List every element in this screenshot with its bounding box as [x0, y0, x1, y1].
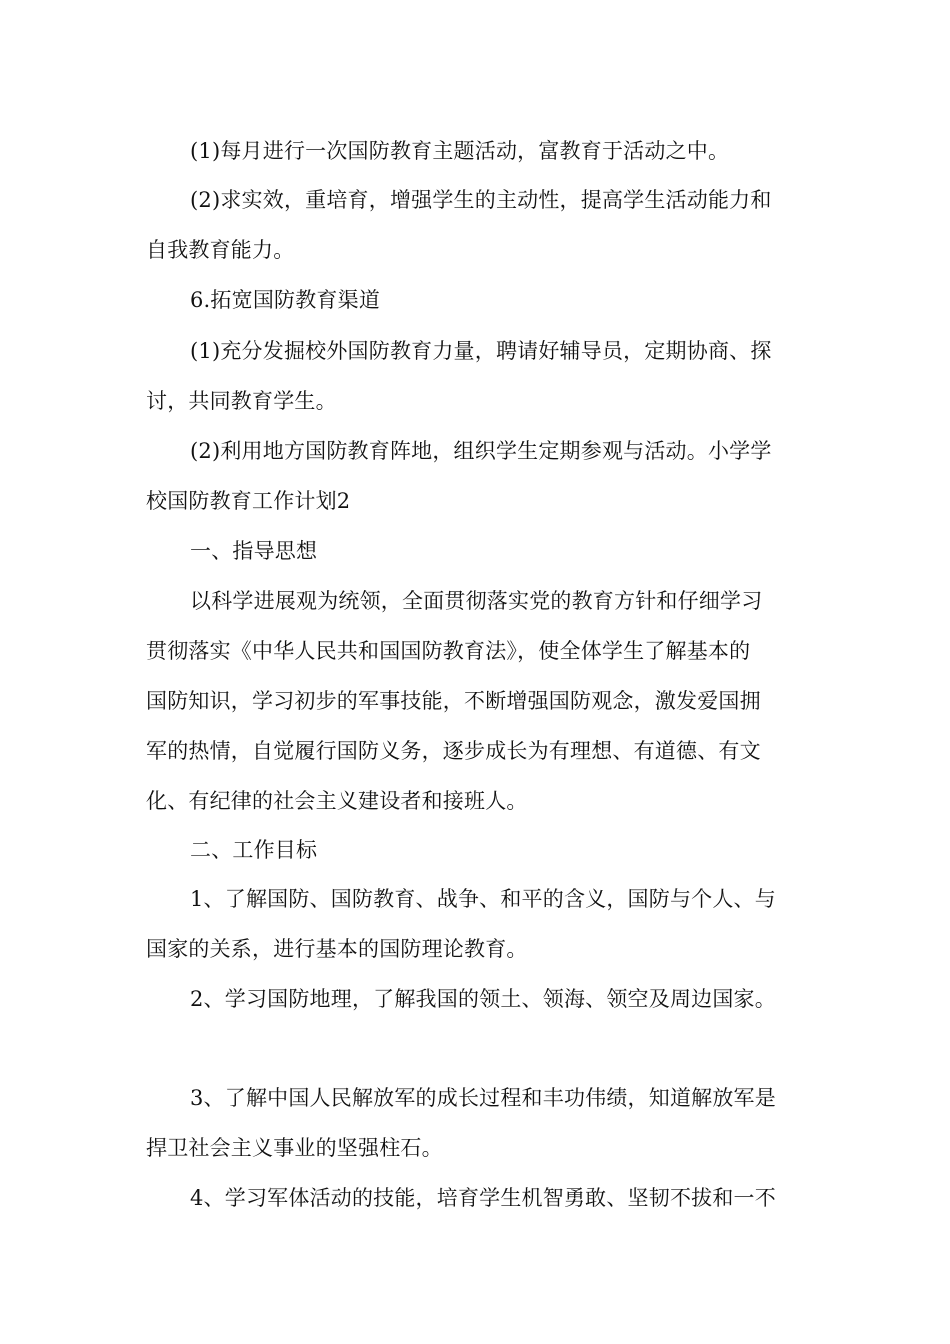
section-heading: 二、工作目标: [190, 838, 318, 862]
paragraph-line: 以科学进展观为统领，全面贯彻落实党的教育方针和仔细学习: [190, 589, 763, 613]
paragraph-line: 国家的关系，进行基本的国防理论教育。: [146, 937, 528, 961]
paragraph-line: 贯彻落实《中华人民共和国国防教育法》，使全体学生了解基本的: [146, 639, 751, 663]
section-heading: 一、指导思想: [190, 539, 318, 563]
paragraph-line: (1)每月进行一次国防教育主题活动，富教育于活动之中。: [190, 139, 730, 163]
paragraph-line: 化、有纪律的社会主义建设者和接班人。: [146, 789, 528, 813]
paragraph-line: 捍卫社会主义事业的坚强柱石。: [146, 1136, 443, 1160]
paragraph-line: (2)利用地方国防教育阵地，组织学生定期参观与活动。小学学: [190, 439, 772, 463]
paragraph-line: 自我教育能力。: [146, 238, 295, 262]
paragraph-line: 3、了解中国人民解放军的成长过程和丰功伟绩，知道解放军是: [190, 1086, 776, 1110]
paragraph-line: 1、了解国防、国防教育、战争、和平的含义，国防与个人、与: [190, 887, 776, 911]
paragraph-line: (1)充分发掘校外国防教育力量，聘请好辅导员，定期协商、探: [190, 339, 772, 363]
paragraph-line: 军的热情，自觉履行国防义务，逐步成长为有理想、有道德、有文: [146, 739, 761, 763]
paragraph-line: 讨，共同教育学生。: [146, 389, 337, 413]
paragraph-line: 2、学习国防地理，了解我国的领土、领海、领空及周边国家。: [190, 987, 776, 1011]
paragraph-line: 校国防教育工作计划2: [146, 489, 351, 513]
paragraph-line: 国防知识，学习初步的军事技能，不断增强国防观念，激发爱国拥: [146, 689, 761, 713]
paragraph-line: (2)求实效，重培育，增强学生的主动性，提高学生活动能力和: [190, 188, 772, 212]
section-heading: 6.拓宽国防教育渠道: [190, 288, 381, 312]
paragraph-line: 4、学习军体活动的技能，培育学生机智勇敢、坚韧不拔和一不: [190, 1186, 776, 1210]
